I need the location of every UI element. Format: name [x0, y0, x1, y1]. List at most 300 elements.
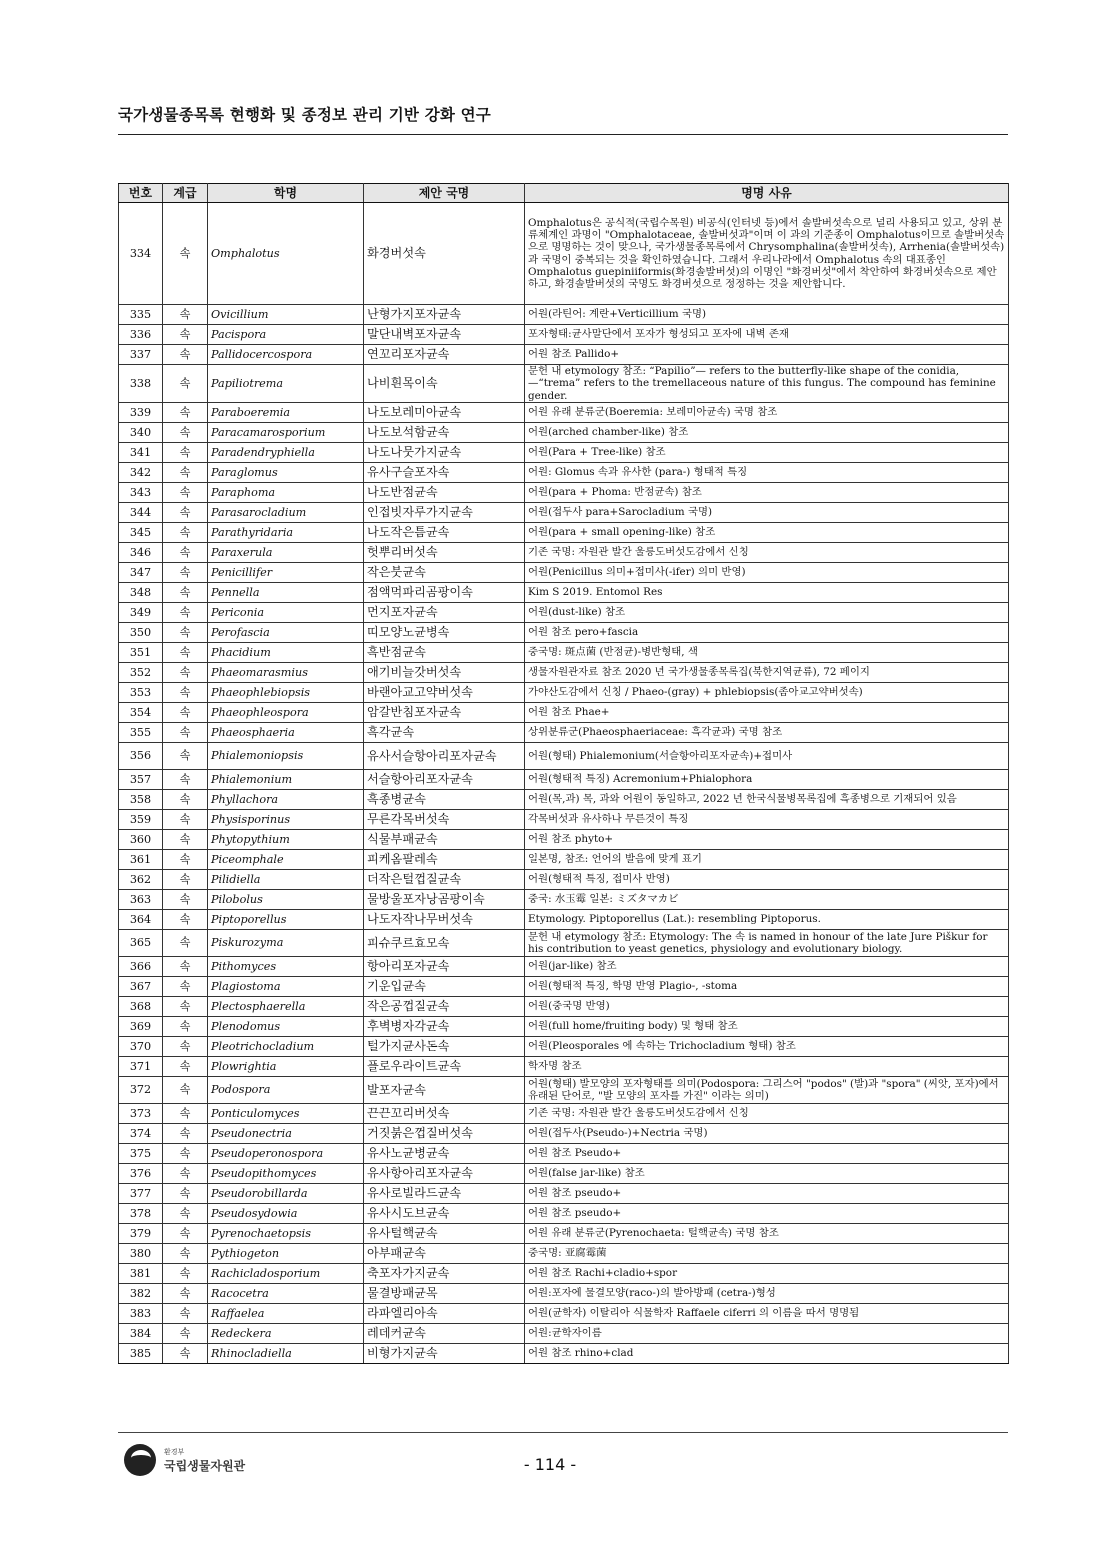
row-rank: 속 — [163, 1124, 208, 1144]
row-naming-reason: 어원 참조 Phae+ — [525, 703, 1009, 723]
row-scientific-name: Pilobolus — [208, 890, 364, 910]
row-naming-reason: 어원 참조 pero+fascia — [525, 623, 1009, 643]
row-rank: 속 — [163, 1344, 208, 1364]
row-korean-name: 물방울포자낭곰팡이속 — [364, 890, 525, 910]
row-naming-reason: 상위분류군(Phaeosphaeriaceae: 흑각균과) 국명 참조 — [525, 723, 1009, 743]
table-row — [119, 583, 1009, 603]
row-scientific-name: Phytopythium — [208, 830, 364, 850]
row-korean-name: 띠모양노균병속 — [364, 623, 525, 643]
row-scientific-name: Piptoporellus — [208, 910, 364, 930]
row-number: 348 — [119, 583, 163, 603]
row-korean-name: 레데커균속 — [364, 1324, 525, 1344]
row-naming-reason: 어원(false jar-like) 참조 — [525, 1164, 1009, 1184]
row-scientific-name: Pithomyces — [208, 957, 364, 977]
row-scientific-name: Pyrenochaetopsis — [208, 1224, 364, 1244]
row-scientific-name: Parathyridaria — [208, 523, 364, 543]
row-korean-name: 서슬항아리포자균속 — [364, 770, 525, 790]
row-scientific-name: Plenodomus — [208, 1017, 364, 1037]
table-row — [119, 790, 1009, 810]
table-row — [119, 543, 1009, 563]
row-scientific-name: Racocetra — [208, 1284, 364, 1304]
table-row — [119, 850, 1009, 870]
row-korean-name: 유사털핵균속 — [364, 1224, 525, 1244]
table-row — [119, 365, 1009, 403]
row-korean-name: 흑종병균속 — [364, 790, 525, 810]
row-number: 361 — [119, 850, 163, 870]
row-naming-reason: 어원(jar-like) 참조 — [525, 957, 1009, 977]
row-korean-name: 나도자작나무버섯속 — [364, 910, 525, 930]
row-korean-name: 플로우라이트균속 — [364, 1057, 525, 1077]
row-korean-name: 피슈쿠르효모속 — [364, 930, 525, 957]
row-number: 349 — [119, 603, 163, 623]
row-number: 338 — [119, 365, 163, 403]
row-number: 357 — [119, 770, 163, 790]
row-rank: 속 — [163, 770, 208, 790]
row-rank: 속 — [163, 1284, 208, 1304]
table-row — [119, 663, 1009, 683]
row-korean-name: 나비흰목이속 — [364, 365, 525, 403]
table-row — [119, 305, 1009, 325]
table-row — [119, 345, 1009, 365]
row-number: 369 — [119, 1017, 163, 1037]
table-row — [119, 1304, 1009, 1324]
row-number: 335 — [119, 305, 163, 325]
row-naming-reason: 학자명 참조 — [525, 1057, 1009, 1077]
table-row — [119, 403, 1009, 423]
table-row — [119, 523, 1009, 543]
row-scientific-name: Redeckera — [208, 1324, 364, 1344]
table-row — [119, 1144, 1009, 1164]
logo-institution-name: 국립생물자원관 — [164, 1458, 246, 1473]
row-naming-reason: 어원 참조 Rachi+cladio+spor — [525, 1264, 1009, 1284]
row-number: 356 — [119, 743, 163, 770]
table-row — [119, 325, 1009, 345]
row-korean-name: 유사서슬항아리포자균속 — [364, 743, 525, 770]
row-number: 371 — [119, 1057, 163, 1077]
row-naming-reason: 문헌 내 etymology 참조: Etymology: The 속 is named in honour of the late Jure Piškur for his contribution to yeast genetics, physiology and evolutionary biology. — [525, 930, 1009, 957]
row-number: 345 — [119, 523, 163, 543]
table-row — [119, 1017, 1009, 1037]
row-korean-name: 축포자가지균속 — [364, 1264, 525, 1284]
row-number: 385 — [119, 1344, 163, 1364]
row-rank: 속 — [163, 345, 208, 365]
row-rank: 속 — [163, 1204, 208, 1224]
table-row — [119, 1037, 1009, 1057]
page-title: 국가생물종목록 현행화 및 종정보 관리 기반 강화 연구 — [118, 106, 491, 124]
row-number: 372 — [119, 1077, 163, 1104]
row-scientific-name: Pythiogeton — [208, 1244, 364, 1264]
row-rank: 속 — [163, 957, 208, 977]
table-row — [119, 1057, 1009, 1077]
row-scientific-name: Pseudoperonospora — [208, 1144, 364, 1164]
row-naming-reason: 포자형태:균사말단에서 포자가 형성되고 포자에 내벽 존재 — [525, 325, 1009, 345]
row-number: 334 — [119, 203, 163, 305]
row-scientific-name: Parasarocladium — [208, 503, 364, 523]
table-header-row — [119, 184, 1009, 203]
row-number: 365 — [119, 930, 163, 957]
row-korean-name: 나도보석함균속 — [364, 423, 525, 443]
row-scientific-name: Phialemoniopsis — [208, 743, 364, 770]
page-number: - 114 - — [523, 1455, 577, 1474]
row-naming-reason: 어원(Pleosporales 에 속하는 Trichocladium 형태) 참조 — [525, 1037, 1009, 1057]
row-naming-reason: 중국명: 亚腐霉菌 — [525, 1244, 1009, 1264]
row-number: 355 — [119, 723, 163, 743]
row-rank: 속 — [163, 563, 208, 583]
row-rank: 속 — [163, 325, 208, 345]
footer-divider — [118, 1432, 1008, 1433]
row-scientific-name: Phyllachora — [208, 790, 364, 810]
table-body — [119, 203, 1009, 1364]
row-korean-name: 연꼬리포자균속 — [364, 345, 525, 365]
row-naming-reason: 어원 참조 pseudo+ — [525, 1184, 1009, 1204]
row-korean-name: 식물부패균속 — [364, 830, 525, 850]
row-naming-reason: 어원(arched chamber-like) 참조 — [525, 423, 1009, 443]
table-row — [119, 1204, 1009, 1224]
table-row — [119, 703, 1009, 723]
header-divider — [118, 134, 1008, 135]
row-korean-name: 유사로빌라드균속 — [364, 1184, 525, 1204]
table-row — [119, 930, 1009, 957]
column-header-proposed-korean-name: 제안 국명 — [364, 184, 525, 203]
row-number: 381 — [119, 1264, 163, 1284]
row-scientific-name: Piskurozyma — [208, 930, 364, 957]
table-row — [119, 770, 1009, 790]
row-number: 383 — [119, 1304, 163, 1324]
row-korean-name: 애기비늘갓버섯속 — [364, 663, 525, 683]
table-row — [119, 643, 1009, 663]
row-rank: 속 — [163, 810, 208, 830]
table-row — [119, 1104, 1009, 1124]
row-rank: 속 — [163, 723, 208, 743]
row-scientific-name: Paracamarosporium — [208, 423, 364, 443]
row-rank: 속 — [163, 423, 208, 443]
row-rank: 속 — [163, 703, 208, 723]
row-korean-name: 털가지균사돈속 — [364, 1037, 525, 1057]
row-number: 373 — [119, 1104, 163, 1124]
row-korean-name: 점액먹파리곰팡이속 — [364, 583, 525, 603]
row-rank: 속 — [163, 870, 208, 890]
row-rank: 속 — [163, 623, 208, 643]
row-korean-name: 후벽병자각균속 — [364, 1017, 525, 1037]
row-korean-name: 흑반점균속 — [364, 643, 525, 663]
row-rank: 속 — [163, 930, 208, 957]
table-row — [119, 977, 1009, 997]
row-naming-reason: 가야산도감에서 신칭 / Phaeo-(gray) + phlebiopsis(좀아교고약버섯속) — [525, 683, 1009, 703]
row-rank: 속 — [163, 603, 208, 623]
row-naming-reason: 어원(Penicillus 의미+접미사(-ifer) 의미 반영) — [525, 563, 1009, 583]
row-rank: 속 — [163, 1224, 208, 1244]
row-rank: 속 — [163, 830, 208, 850]
row-rank: 속 — [163, 890, 208, 910]
row-naming-reason: Kim S 2019. Entomol Res — [525, 583, 1009, 603]
row-korean-name: 작은공껍질균속 — [364, 997, 525, 1017]
table-row — [119, 1264, 1009, 1284]
row-scientific-name: Podospora — [208, 1077, 364, 1104]
row-korean-name: 작은붓균속 — [364, 563, 525, 583]
row-number: 380 — [119, 1244, 163, 1264]
row-scientific-name: Plagiostoma — [208, 977, 364, 997]
table-row — [119, 203, 1009, 305]
row-rank: 속 — [163, 203, 208, 305]
table-row — [119, 423, 1009, 443]
row-rank: 속 — [163, 1017, 208, 1037]
row-number: 358 — [119, 790, 163, 810]
row-number: 366 — [119, 957, 163, 977]
species-name-table — [118, 183, 1009, 1364]
row-number: 377 — [119, 1184, 163, 1204]
row-rank: 속 — [163, 1184, 208, 1204]
table-row — [119, 603, 1009, 623]
row-naming-reason: 어원:균학자이름 — [525, 1324, 1009, 1344]
row-naming-reason: Omphalotus은 공식적(국립수목원) 비공식(인터넷 등)에서 솔발버섯속으로 널리 사용되고 있고, 상위 분류체계인 과명이 "Omphalotaceae, 솔발버섯과"이며 이 과의 기준종이 Omphalotus이므로 솔발버섯속으로 명명하는 것이 맞으나, 국가생물종목록에서 Chrysomphalina(솔발버섯속), Arrhenia(솔발버섯속)과 국명이 중복되는 것을 확인하였습니다. 그래서 우리나라에서 Omphalotus 속의 대표종인 Omphalotus guepiniiformis(화경솔발버섯)의 이명인 "화경버섯"에서 착안하여 화경버섯속으로 제안하고, 화경솔발버섯의 국명도 화경버섯으로 정정하는 것을 제안합니다. — [525, 203, 1009, 305]
row-naming-reason: 어원 참조 phyto+ — [525, 830, 1009, 850]
table-row — [119, 503, 1009, 523]
row-scientific-name: Pacispora — [208, 325, 364, 345]
row-scientific-name: Paraboeremia — [208, 403, 364, 423]
row-korean-name: 화경버섯속 — [364, 203, 525, 305]
row-scientific-name: Pseudonectria — [208, 1124, 364, 1144]
row-naming-reason: 어원(형태적 특징, 학명 반영 Plagio-, -stoma — [525, 977, 1009, 997]
row-rank: 속 — [163, 403, 208, 423]
row-rank: 속 — [163, 1104, 208, 1124]
row-scientific-name: Papiliotrema — [208, 365, 364, 403]
row-number: 374 — [119, 1124, 163, 1144]
row-korean-name: 기운입균속 — [364, 977, 525, 997]
row-number: 364 — [119, 910, 163, 930]
row-naming-reason: 어원(형태적 특징, 접미사 반영) — [525, 870, 1009, 890]
row-scientific-name: Paraglomus — [208, 463, 364, 483]
row-korean-name: 흑각균속 — [364, 723, 525, 743]
row-rank: 속 — [163, 1057, 208, 1077]
table-row — [119, 1284, 1009, 1304]
table-row — [119, 563, 1009, 583]
row-naming-reason: 기존 국명: 자원관 발간 울릉도버섯도감에서 신칭 — [525, 1104, 1009, 1124]
row-korean-name: 인접빗자루가지균속 — [364, 503, 525, 523]
row-number: 336 — [119, 325, 163, 345]
table-row — [119, 890, 1009, 910]
table-row — [119, 997, 1009, 1017]
row-scientific-name: Omphalotus — [208, 203, 364, 305]
row-scientific-name: Phialemonium — [208, 770, 364, 790]
table-row — [119, 1164, 1009, 1184]
row-rank: 속 — [163, 523, 208, 543]
logo-ministry: 환경부 — [164, 1447, 185, 1456]
row-korean-name: 헛뿌리버섯속 — [364, 543, 525, 563]
row-naming-reason: 어원 유래 분류군(Boeremia: 보레미아균속) 국명 참조 — [525, 403, 1009, 423]
row-scientific-name: Rachicladosporium — [208, 1264, 364, 1284]
row-scientific-name: Pseudopithomyces — [208, 1164, 364, 1184]
row-rank: 속 — [163, 743, 208, 770]
row-korean-name: 나도작은틈균속 — [364, 523, 525, 543]
row-korean-name: 유사항아리포자균속 — [364, 1164, 525, 1184]
row-number: 359 — [119, 810, 163, 830]
row-number: 350 — [119, 623, 163, 643]
row-scientific-name: Phaeophlebiopsis — [208, 683, 364, 703]
row-scientific-name: Periconia — [208, 603, 364, 623]
row-rank: 속 — [163, 1304, 208, 1324]
row-rank: 속 — [163, 683, 208, 703]
row-scientific-name: Plowrightia — [208, 1057, 364, 1077]
row-rank: 속 — [163, 1244, 208, 1264]
row-naming-reason: 어원(라틴어: 계란+Verticillium 국명) — [525, 305, 1009, 325]
column-header-rank: 계급 — [163, 184, 208, 203]
row-korean-name: 항아리포자균속 — [364, 957, 525, 977]
row-korean-name: 말단내벽포자균속 — [364, 325, 525, 345]
row-rank: 속 — [163, 910, 208, 930]
table-row — [119, 1077, 1009, 1104]
row-scientific-name: Paraxerula — [208, 543, 364, 563]
row-number: 352 — [119, 663, 163, 683]
row-number: 370 — [119, 1037, 163, 1057]
row-rank: 속 — [163, 443, 208, 463]
row-scientific-name: Pleotrichocladium — [208, 1037, 364, 1057]
table-row — [119, 483, 1009, 503]
row-naming-reason: 기존 국명: 자원관 발간 울릉도버섯도감에서 신칭 — [525, 543, 1009, 563]
row-rank: 속 — [163, 305, 208, 325]
row-korean-name: 끈끈꼬리버섯속 — [364, 1104, 525, 1124]
row-scientific-name: Plectosphaerella — [208, 997, 364, 1017]
row-rank: 속 — [163, 365, 208, 403]
row-number: 367 — [119, 977, 163, 997]
row-naming-reason: 어원(접두사(Pseudo-)+Nectria 국명) — [525, 1124, 1009, 1144]
row-naming-reason: 생물자원관자료 참조 2020 년 국가생물종목록집(북한지역균류), 72 페이지 — [525, 663, 1009, 683]
row-naming-reason: 어원 참조 pseudo+ — [525, 1204, 1009, 1224]
row-number: 362 — [119, 870, 163, 890]
row-naming-reason: 어원:포자에 물결모양(raco-)의 발아방패 (cetra-)형성 — [525, 1284, 1009, 1304]
table-row — [119, 910, 1009, 930]
row-scientific-name: Phaeophleospora — [208, 703, 364, 723]
row-naming-reason: 어원: Glomus 속과 유사한 (para-) 형태적 특징 — [525, 463, 1009, 483]
row-naming-reason: 어원(형태) Phialemonium(서슬항아리포자균속)+접미사 — [525, 743, 1009, 770]
row-rank: 속 — [163, 663, 208, 683]
row-rank: 속 — [163, 977, 208, 997]
row-korean-name: 유사노균병균속 — [364, 1144, 525, 1164]
row-number: 378 — [119, 1204, 163, 1224]
row-rank: 속 — [163, 1037, 208, 1057]
row-naming-reason: 어원 참조 rhino+clad — [525, 1344, 1009, 1364]
row-korean-name: 거짓붉은껍질버섯속 — [364, 1124, 525, 1144]
row-scientific-name: Penicillifer — [208, 563, 364, 583]
row-number: 363 — [119, 890, 163, 910]
row-number: 353 — [119, 683, 163, 703]
row-scientific-name: Pennella — [208, 583, 364, 603]
row-scientific-name: Phaeosphaeria — [208, 723, 364, 743]
row-naming-reason: 어원(Para + Tree-like) 참조 — [525, 443, 1009, 463]
table-row — [119, 1124, 1009, 1144]
row-rank: 속 — [163, 1144, 208, 1164]
row-number: 384 — [119, 1324, 163, 1344]
row-korean-name: 발포자균속 — [364, 1077, 525, 1104]
table-row — [119, 723, 1009, 743]
row-scientific-name: Paradendryphiella — [208, 443, 364, 463]
table-row — [119, 1244, 1009, 1264]
row-number: 344 — [119, 503, 163, 523]
row-scientific-name: Rhinocladiella — [208, 1344, 364, 1364]
row-naming-reason: 어원(형태적 특징) Acremonium+Phialophora — [525, 770, 1009, 790]
row-number: 347 — [119, 563, 163, 583]
row-korean-name: 피케옴팔레속 — [364, 850, 525, 870]
row-korean-name: 비형가지균속 — [364, 1344, 525, 1364]
row-rank: 속 — [163, 483, 208, 503]
row-scientific-name: Ponticulomyces — [208, 1104, 364, 1124]
column-header-number: 번호 — [119, 184, 163, 203]
row-number: 379 — [119, 1224, 163, 1244]
table-row — [119, 1224, 1009, 1244]
table-row — [119, 830, 1009, 850]
row-korean-name: 아부패균속 — [364, 1244, 525, 1264]
table-row — [119, 463, 1009, 483]
row-number: 375 — [119, 1144, 163, 1164]
row-naming-reason: 어원 유래 분류군(Pyrenochaeta: 털핵균속) 국명 참조 — [525, 1224, 1009, 1244]
row-scientific-name: Phacidium — [208, 643, 364, 663]
row-naming-reason: 일본명, 참조: 언어의 발음에 맞게 표기 — [525, 850, 1009, 870]
row-scientific-name: Pilidiella — [208, 870, 364, 890]
row-scientific-name: Raffaelea — [208, 1304, 364, 1324]
row-naming-reason: 어원(para + Phoma: 반점균속) 참조 — [525, 483, 1009, 503]
row-korean-name: 나도보레미아균속 — [364, 403, 525, 423]
row-naming-reason: 어원(중국명 반영) — [525, 997, 1009, 1017]
row-naming-reason: 어원(dust-like) 참조 — [525, 603, 1009, 623]
row-number: 346 — [119, 543, 163, 563]
row-scientific-name: Pallidocercospora — [208, 345, 364, 365]
table-row — [119, 1344, 1009, 1364]
column-header-naming-reason: 명명 사유 — [525, 184, 1009, 203]
row-number: 342 — [119, 463, 163, 483]
row-naming-reason: 어원(균학자) 이탈리아 식물학자 Raffaele ciferri 의 이름을 따서 명명됨 — [525, 1304, 1009, 1324]
row-naming-reason: 어원(full home/fruiting body) 및 형태 참조 — [525, 1017, 1009, 1037]
row-scientific-name: Paraphoma — [208, 483, 364, 503]
row-rank: 속 — [163, 463, 208, 483]
row-number: 376 — [119, 1164, 163, 1184]
row-naming-reason: Etymology. Piptoporellus (Lat.): resembling Piptoporus. — [525, 910, 1009, 930]
row-korean-name: 유사시도브균속 — [364, 1204, 525, 1224]
table-row — [119, 957, 1009, 977]
row-number: 339 — [119, 403, 163, 423]
row-scientific-name: Pseudorobillarda — [208, 1184, 364, 1204]
row-naming-reason: 어원(목,과) 목, 과와 어원이 동일하고, 2022 년 한국식물병목록집에 흑종병으로 기재되어 있음 — [525, 790, 1009, 810]
row-naming-reason: 각목버섯과 유사하나 무른것이 특징 — [525, 810, 1009, 830]
row-rank: 속 — [163, 997, 208, 1017]
table-row — [119, 1324, 1009, 1344]
row-korean-name: 라파엘리아속 — [364, 1304, 525, 1324]
row-rank: 속 — [163, 1077, 208, 1104]
row-rank: 속 — [163, 1324, 208, 1344]
row-naming-reason: 어원(para + small opening-like) 참조 — [525, 523, 1009, 543]
row-number: 337 — [119, 345, 163, 365]
row-scientific-name: Ovicillium — [208, 305, 364, 325]
row-naming-reason: 문헌 내 etymology 참조: “Papilio”— refers to the butterfly-like shape of the conidia, —“trema” refers to the tremellaceous nature of this fungus. The compound has feminine gender. — [525, 365, 1009, 403]
row-korean-name: 더작은털껍질균속 — [364, 870, 525, 890]
row-number: 341 — [119, 443, 163, 463]
table-row — [119, 1184, 1009, 1204]
row-korean-name: 난형가지포자균속 — [364, 305, 525, 325]
table-row — [119, 810, 1009, 830]
table-row — [119, 743, 1009, 770]
row-korean-name: 바랜아교고약버섯속 — [364, 683, 525, 703]
row-korean-name: 나도반점균속 — [364, 483, 525, 503]
row-naming-reason: 중국: 水玉霉 일본: ミズタマカビ — [525, 890, 1009, 910]
row-rank: 속 — [163, 503, 208, 523]
row-number: 340 — [119, 423, 163, 443]
row-number: 354 — [119, 703, 163, 723]
row-rank: 속 — [163, 850, 208, 870]
row-naming-reason: 어원 참조 Pallido+ — [525, 345, 1009, 365]
table-row — [119, 623, 1009, 643]
row-naming-reason: 어원 참조 Pseudo+ — [525, 1144, 1009, 1164]
row-naming-reason: 어원(형태) 발모양의 포자형태를 의미(Podospora: 그리스어 "podos" (발)과 "spora" (씨앗, 포자)에서 유래된 단어로, "발 모양의 포자를 가진" 이라는 의미) — [525, 1077, 1009, 1104]
column-header-scientific-name: 학명 — [208, 184, 364, 203]
row-rank: 속 — [163, 583, 208, 603]
